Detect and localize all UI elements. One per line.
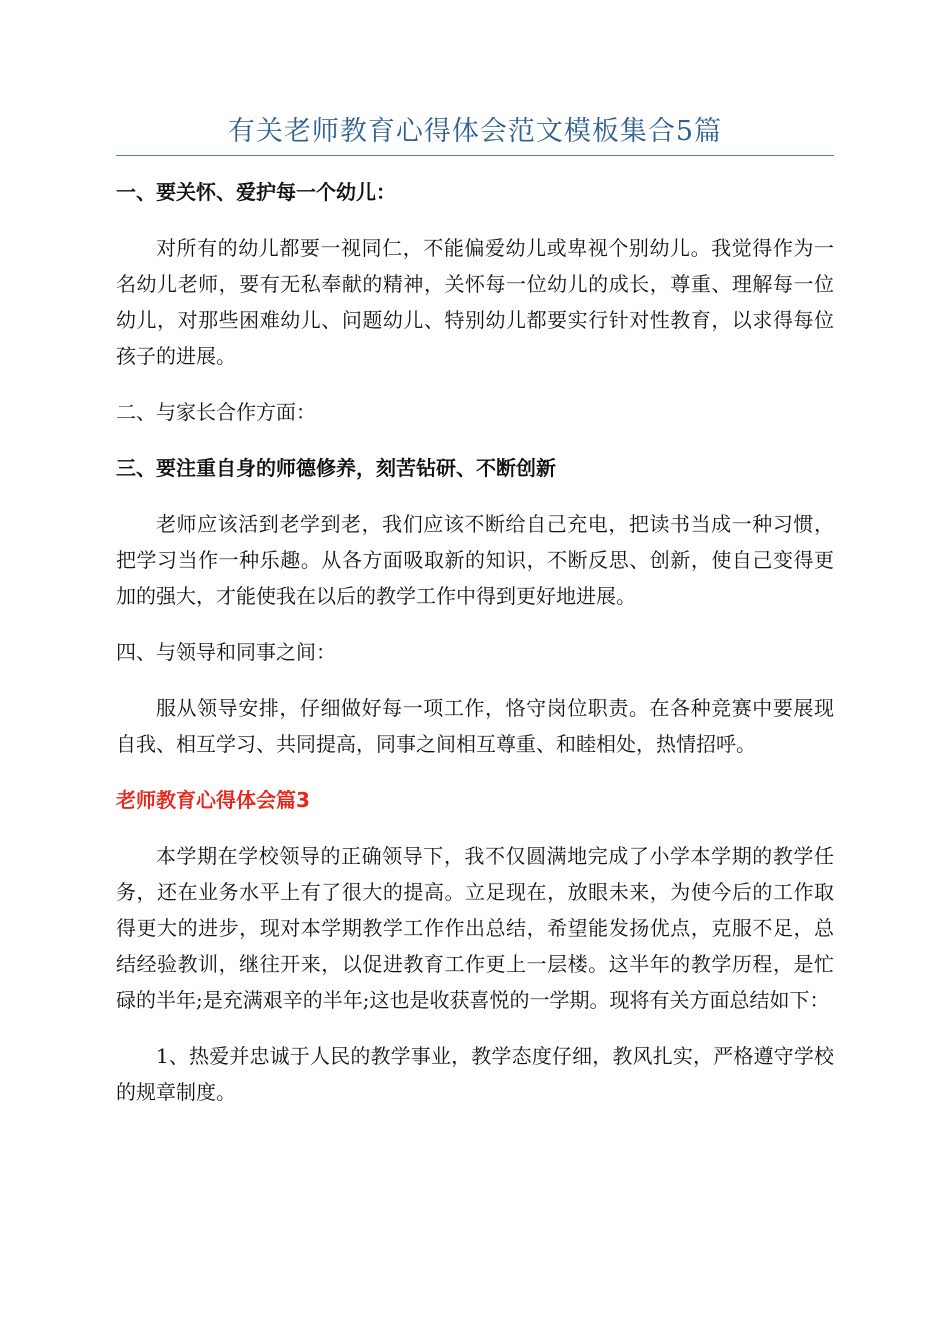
title-underline <box>116 155 834 156</box>
paragraph-4: 服从领导安排，仔细做好每一项工作，恪守岗位职责。在各种竞赛中要展现自我、相互学习、共同提高，同事之间相互尊重、和睦相处，热情招呼。 <box>116 696 834 756</box>
paragraph-3: 老师应该活到老学到老，我们应该不断给自己充电，把读书当成一种习惯，把学习当作一种乐趣。从各方面吸取新的知识，不断反思、创新，使自己变得更加的强大，才能使我在以后的教学工作中得到更好地进展。 <box>116 512 834 608</box>
document-title: 有关老师教育心得体会范文模板集合5篇 <box>227 116 723 147</box>
document-body <box>116 168 834 1130</box>
paragraph-5: 本学期在学校领导的正确领导下，我不仅圆满地完成了小学本学期的教学任务，还在业务水平上有了很大的提高。立足现在，放眼未来，为使今后的工作取得更大的进步，现对本学期教学工作作出总结，希望能发扬优点，克服不足，总结经验教训，继往开来，以促进教育工作更上一层楼。这半年的教学历程，是忙碌的半年;是充满艰辛的半年;这也是收获喜悦的一学期。现将有关方面总结如下： <box>116 844 834 1012</box>
paragraph-1: 对所有的幼儿都要一视同仁，不能偏爱幼儿或卑视个别幼儿。我觉得作为一名幼儿老师，要有无私奉献的精神，关怀每一位幼儿的成长，尊重、理解每一位幼儿，对那些困难幼儿、问题幼儿、特别幼儿都要实行针对性教育，以求得每位孩子的进展。 <box>116 236 834 368</box>
section-heading-2: 二、与家长合作方面： <box>116 400 316 424</box>
section-heading-4: 四、与领导和同事之间： <box>116 640 336 664</box>
section-heading-1: 一、要关怀、爱护每一个幼儿： <box>116 180 396 204</box>
paragraph-6: 1、热爱并忠诚于人民的教学事业，教学态度仔细，教风扎实，严格遵守学校的规章制度。 <box>116 1044 834 1104</box>
article-heading-3: 老师教育心得体会篇3 <box>116 788 310 812</box>
section-heading-3: 三、要注重自身的师德修养，刻苦钻研、不断创新 <box>116 456 556 480</box>
